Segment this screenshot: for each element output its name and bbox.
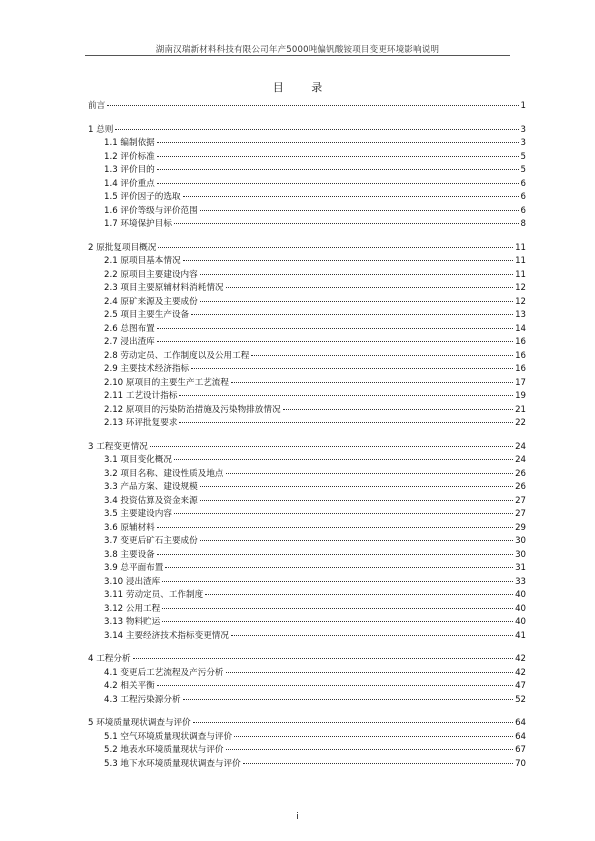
- toc-dot-leader: [174, 223, 519, 224]
- toc-entry[interactable]: [88, 308, 526, 322]
- toc-entry-page: 64: [515, 731, 526, 742]
- toc-entry[interactable]: [88, 349, 526, 363]
- toc-entry[interactable]: [88, 123, 526, 137]
- toc-entry[interactable]: [88, 136, 526, 150]
- toc-entry[interactable]: [88, 757, 526, 771]
- toc-dot-leader: [179, 422, 513, 423]
- toc-entry-page: 30: [515, 549, 526, 560]
- toc-entry[interactable]: [88, 548, 526, 562]
- toc-entry-page: 11: [515, 256, 526, 266]
- toc-entry[interactable]: [88, 440, 526, 454]
- toc-dot-leader: [157, 328, 513, 329]
- toc-entry-page: 41: [515, 630, 526, 641]
- toc-entry-label: 3.5 主要建设内容: [104, 509, 172, 519]
- toc-entry[interactable]: [88, 281, 526, 295]
- toc-entry-label: 1.7 环境保护目标: [104, 219, 172, 229]
- toc-entry-page: 16: [515, 350, 526, 361]
- page-number: i: [296, 812, 299, 822]
- toc-dot-leader: [158, 247, 513, 248]
- toc-dot-leader: [150, 446, 513, 447]
- toc-entry[interactable]: [88, 588, 526, 602]
- toc-entry[interactable]: [88, 403, 526, 417]
- toc-entry-page: 13: [515, 310, 526, 320]
- toc-dot-leader: [226, 749, 514, 750]
- toc-entry-label: 2 原批复项目概况: [88, 242, 157, 253]
- toc-entry-label: 2.6 总图布置: [104, 323, 155, 334]
- toc-entry-label: 2.2 原项目主要建设内容: [104, 269, 198, 280]
- toc-entry-page: 29: [515, 522, 526, 533]
- toc-entry-page: 33: [515, 576, 526, 587]
- toc-dot-leader: [162, 581, 513, 582]
- toc-entry-label: 5.1 空气环境质量现状调查与评价: [104, 731, 233, 742]
- toc-entry-label: 1.2 评价标准: [104, 151, 155, 162]
- toc-entry-page: 22: [515, 418, 526, 428]
- toc-entry[interactable]: [88, 416, 526, 430]
- toc-entry-page: 19: [515, 391, 526, 401]
- toc-entry[interactable]: [88, 521, 526, 535]
- toc-entry-page: 24: [515, 455, 526, 465]
- toc-entry-label: 3.13 物料贮运: [104, 617, 161, 627]
- toc-dot-leader: [200, 486, 513, 487]
- toc-entry-page: 40: [515, 617, 526, 627]
- toc-entry[interactable]: [88, 652, 526, 666]
- toc-entry[interactable]: [88, 190, 526, 204]
- toc-dot-leader: [200, 540, 513, 541]
- toc-dot-leader: [231, 382, 513, 383]
- toc-entry-page: 24: [515, 441, 526, 452]
- toc-entry[interactable]: [88, 376, 526, 390]
- toc-entry-label: 3.7 变更后矿石主要成份: [104, 536, 198, 546]
- toc-dot-leader: [234, 736, 513, 737]
- toc-entry-page: 27: [515, 509, 526, 519]
- toc-entry[interactable]: [88, 254, 526, 268]
- toc-entry[interactable]: [88, 217, 526, 231]
- toc-entry-label: 3.6 原辅材料: [104, 522, 155, 533]
- toc-dot-leader: [179, 395, 513, 396]
- toc-dot-leader: [157, 341, 513, 342]
- toc-dot-leader: [174, 459, 513, 460]
- toc-dot-leader: [157, 527, 513, 528]
- toc-entry-page: 3: [520, 124, 526, 135]
- toc-dot-leader: [157, 142, 519, 143]
- table-of-contents: [88, 99, 526, 770]
- toc-entry[interactable]: [88, 575, 526, 589]
- toc-entry-label: 3.10 浸出渣库: [104, 576, 161, 587]
- toc-dot-leader: [157, 183, 519, 184]
- toc-entry[interactable]: [88, 295, 526, 309]
- toc-entry[interactable]: [88, 177, 526, 191]
- toc-entry-label: 3 工程变更情况: [88, 441, 148, 452]
- toc-dot-leader: [191, 314, 513, 315]
- toc-entry-label: 2.3 项目主要原辅材料消耗情况: [104, 283, 224, 293]
- toc-entry-label: 2.10 原项目的主要生产工艺流程: [104, 377, 229, 388]
- toc-entry-label: 3.1 项目变化概况: [104, 455, 172, 465]
- toc-entry-label: 2.7 浸出渣库: [104, 337, 155, 347]
- toc-entry-label: 4.2 相关平衡: [104, 681, 155, 691]
- toc-entry[interactable]: [88, 629, 526, 643]
- toc-entry[interactable]: [88, 389, 526, 403]
- toc-dot-leader: [200, 301, 513, 302]
- toc-dot-leader: [157, 169, 519, 170]
- toc-entry[interactable]: [88, 322, 526, 336]
- toc-dot-leader: [200, 274, 513, 275]
- toc-entry-page: 1: [520, 101, 526, 111]
- page-title: 目 录: [272, 81, 335, 94]
- toc-entry-label: 5.2 地表水环境质量现状与评价: [104, 745, 224, 755]
- toc-entry-label: 3.2 项目名称、建设性质及地点: [104, 468, 224, 479]
- toc-entry[interactable]: [88, 679, 526, 693]
- toc-entry[interactable]: [88, 163, 526, 177]
- toc-entry[interactable]: [88, 268, 526, 282]
- toc-entry-page: 3: [520, 138, 526, 148]
- toc-entry[interactable]: [88, 362, 526, 376]
- toc-entry-page: 26: [515, 482, 526, 492]
- header-rule: [85, 55, 510, 56]
- toc-dot-leader: [251, 355, 513, 356]
- toc-entry-label: 3.8 主要设备: [104, 549, 155, 560]
- toc-entry[interactable]: [88, 534, 526, 548]
- toc-entry-page: 40: [515, 590, 526, 600]
- toc-entry-label: 3.9 总平面布置: [104, 563, 164, 573]
- toc-dot-leader: [162, 621, 513, 622]
- toc-dot-leader: [226, 287, 514, 288]
- toc-dot-leader: [183, 699, 514, 700]
- toc-entry-page: 64: [515, 718, 526, 728]
- toc-dot-leader: [157, 685, 513, 686]
- toc-entry-page: 52: [515, 694, 526, 705]
- toc-dot-leader: [157, 554, 513, 555]
- toc-entry-label: 4.3 工程污染源分析: [104, 694, 181, 705]
- toc-entry-label: 2.4 原矿来源及主要成份: [104, 296, 198, 307]
- toc-entry-page: 70: [515, 758, 526, 769]
- toc-entry-label: 4 工程分析: [88, 654, 131, 664]
- toc-entry[interactable]: [88, 335, 526, 349]
- toc-entry-label: 3.14 主要经济技术指标变更情况: [104, 630, 229, 641]
- toc-entry-label: 2.5 项目主要生产设备: [104, 310, 190, 320]
- toc-entry-label: 2.8 劳动定员、工作制度以及公用工程: [104, 350, 250, 361]
- toc-entry[interactable]: [88, 99, 526, 113]
- toc-dot-leader: [226, 473, 514, 474]
- running-header: 湖南汉瑞新材料科技有限公司年产5000吨偏钒酸铵项目变更环境影响说明: [155, 45, 440, 55]
- toc-entry-page: 5: [520, 151, 526, 162]
- toc-entry-page: 6: [520, 205, 526, 216]
- toc-entry-page: 11: [515, 242, 526, 253]
- toc-entry-label: 1.6 评价等级与评价范围: [104, 205, 198, 216]
- toc-entry[interactable]: [88, 693, 526, 707]
- toc-entry[interactable]: [88, 150, 526, 164]
- toc-entry-label: 2.11 工艺设计指标: [104, 391, 178, 401]
- toc-entry[interactable]: [88, 241, 526, 255]
- toc-entry-label: 3.12 公用工程: [104, 603, 161, 614]
- toc-entry-page: 21: [515, 404, 526, 415]
- toc-entry-label: 1.4 评价重点: [104, 178, 155, 189]
- toc-entry-label: 3.11 劳动定员、工作制度: [104, 590, 204, 600]
- toc-entry-page: 8: [520, 219, 526, 229]
- toc-entry-page: 42: [515, 654, 526, 664]
- toc-entry-label: 3.3 产品方案、建设规模: [104, 482, 198, 492]
- toc-dot-leader: [183, 260, 514, 261]
- toc-entry[interactable]: [88, 561, 526, 575]
- toc-entry-page: 14: [515, 323, 526, 334]
- toc-entry-label: 1.3 评价目的: [104, 165, 155, 175]
- toc-entry-label: 1.1 编制依据: [104, 138, 155, 148]
- toc-entry-page: 27: [515, 495, 526, 506]
- toc-entry-page: 30: [515, 536, 526, 546]
- toc-dot-leader: [162, 608, 513, 609]
- toc-entry-page: 11: [515, 269, 526, 280]
- toc-entry[interactable]: [88, 507, 526, 521]
- toc-entry-page: 47: [515, 681, 526, 691]
- toc-dot-leader: [283, 409, 514, 410]
- toc-entry[interactable]: [88, 480, 526, 494]
- toc-dot-leader: [226, 672, 514, 673]
- toc-dot-leader: [107, 105, 518, 106]
- toc-entry[interactable]: [88, 615, 526, 629]
- toc-entry-label: 2.9 主要技术经济指标: [104, 364, 190, 374]
- toc-entry-label: 5 环境质量现状调查与评价: [88, 718, 191, 728]
- toc-entry[interactable]: [88, 602, 526, 616]
- toc-entry-page: 31: [515, 563, 526, 573]
- toc-entry[interactable]: [88, 494, 526, 508]
- toc-entry[interactable]: [88, 204, 526, 218]
- toc-dot-leader: [133, 658, 513, 659]
- toc-dot-leader: [157, 156, 519, 157]
- toc-entry[interactable]: [88, 730, 526, 744]
- toc-entry-page: 6: [520, 192, 526, 202]
- toc-dot-leader: [231, 635, 513, 636]
- toc-entry-label: 4.1 变更后工艺流程及产污分析: [104, 667, 224, 678]
- toc-dot-leader: [174, 513, 513, 514]
- toc-dot-leader: [200, 500, 513, 501]
- toc-dot-leader: [193, 722, 513, 723]
- toc-dot-leader: [165, 567, 513, 568]
- toc-entry[interactable]: [88, 716, 526, 730]
- toc-dot-leader: [183, 196, 519, 197]
- toc-entry-page: 12: [515, 296, 526, 307]
- toc-dot-leader: [200, 210, 519, 211]
- toc-entry-page: 26: [515, 468, 526, 479]
- toc-entry[interactable]: [88, 666, 526, 680]
- toc-entry-page: 40: [515, 603, 526, 614]
- toc-entry-label: 2.13 环评批复要求: [104, 418, 178, 428]
- toc-entry-label: 3.4 投资估算及资金来源: [104, 495, 198, 506]
- toc-entry-label: 1 总则: [88, 124, 114, 135]
- toc-entry-page: 6: [520, 178, 526, 189]
- toc-dot-leader: [205, 594, 513, 595]
- toc-entry-label: 2.12 原项目的污染防治措施及污染物排放情况: [104, 404, 281, 415]
- toc-dot-leader: [243, 763, 513, 764]
- toc-entry-page: 16: [515, 337, 526, 347]
- toc-entry-page: 17: [515, 377, 526, 388]
- toc-entry-page: 42: [515, 667, 526, 678]
- toc-entry-page: 5: [520, 165, 526, 175]
- toc-entry-page: 16: [515, 364, 526, 374]
- toc-dot-leader: [191, 368, 513, 369]
- toc-entry-label: 1.5 评价因子的选取: [104, 192, 181, 202]
- toc-entry[interactable]: [88, 467, 526, 481]
- toc-entry-label: 前言: [88, 101, 106, 111]
- toc-entry-label: 5.3 地下水环境质量现状调查与评价: [104, 758, 241, 769]
- toc-entry-page: 12: [515, 283, 526, 293]
- toc-entry-page: 67: [515, 745, 526, 755]
- toc-entry-label: 2.1 原项目基本情况: [104, 256, 181, 266]
- toc-dot-leader: [115, 129, 518, 130]
- toc-entry[interactable]: [88, 453, 526, 467]
- toc-entry[interactable]: [88, 743, 526, 757]
